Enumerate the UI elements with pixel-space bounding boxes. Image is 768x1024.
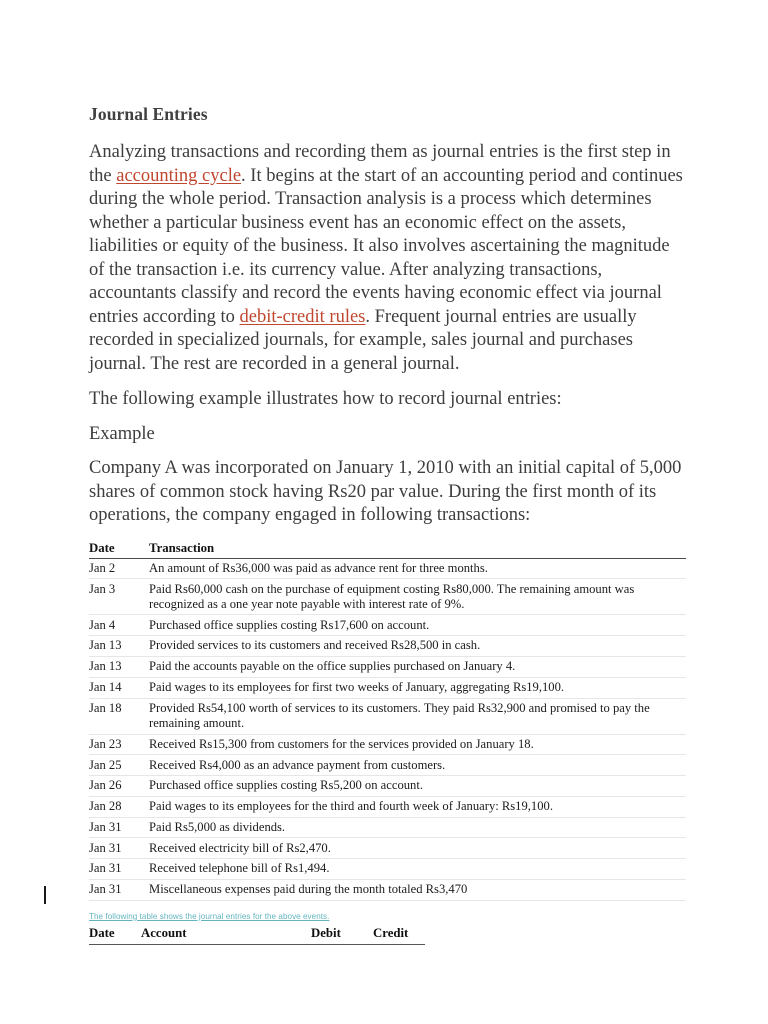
journal-entries-table xyxy=(89,925,425,945)
transaction-date-cell: Jan 14 xyxy=(89,677,149,698)
transactions-header-transaction: Transaction xyxy=(149,540,686,559)
page-title: Journal Entries xyxy=(89,104,208,124)
transaction-date-cell: Jan 28 xyxy=(89,796,149,817)
accounting-cycle-link[interactable]: accounting cycle xyxy=(116,165,242,186)
transactions-table-head xyxy=(89,540,686,559)
transaction-description-cell: Received electricity bill of Rs2,470. xyxy=(149,838,686,859)
table-row xyxy=(89,734,686,755)
transaction-date-cell: Jan 31 xyxy=(89,859,149,880)
journal-entries-header-date: Date xyxy=(89,925,141,945)
transaction-description-cell: Paid wages to its employees for first two weeks of January, aggregating Rs19,100. xyxy=(149,677,686,698)
transaction-description-cell: Received Rs4,000 as an advance payment from customers. xyxy=(149,755,686,776)
table-row xyxy=(89,859,686,880)
table-row xyxy=(89,615,686,636)
transaction-date-cell: Jan 23 xyxy=(89,734,149,755)
transaction-description-cell: Purchased office supplies costing Rs5,200 on account. xyxy=(149,776,686,797)
journal-entries-header-account: Account xyxy=(141,925,311,945)
intro-paragraph xyxy=(89,141,686,376)
transaction-date-cell: Jan 18 xyxy=(89,698,149,734)
table-row xyxy=(89,796,686,817)
journal-entries-header-credit: Credit xyxy=(373,925,425,945)
transaction-description-cell: Provided Rs54,100 worth of services to its customers. They paid Rs32,900 and promised to pay the remaining amount. xyxy=(149,698,686,734)
transaction-date-cell: Jan 31 xyxy=(89,880,149,901)
transaction-date-cell: Jan 26 xyxy=(89,776,149,797)
example-heading: Example xyxy=(89,423,155,444)
transaction-date-cell: Jan 13 xyxy=(89,636,149,657)
transaction-description-cell: Received Rs15,300 from customers for the services provided on January 18. xyxy=(149,734,686,755)
table-row xyxy=(89,657,686,678)
transactions-table xyxy=(89,540,686,901)
transaction-description-cell: Paid Rs5,000 as dividends. xyxy=(149,817,686,838)
transaction-description-cell: Miscellaneous expenses paid during the month totaled Rs3,470 xyxy=(149,880,686,901)
transactions-header-date: Date xyxy=(89,540,149,559)
table-row xyxy=(89,880,686,901)
journal-entries-header-debit: Debit xyxy=(311,925,373,945)
transaction-date-cell: Jan 25 xyxy=(89,755,149,776)
journal-entries-header-row xyxy=(89,925,425,945)
debit-credit-rules-link[interactable]: debit-credit rules xyxy=(239,306,366,327)
table-row xyxy=(89,698,686,734)
transaction-description-cell: Purchased office supplies costing Rs17,600 on account. xyxy=(149,615,686,636)
example-intro-paragraph: Company A was incorporated on January 1, 2010 with an initial capital of 5,000 shares of common stock having Rs20 par value. During the first month of its operations, the company engaged in following transactions: xyxy=(89,458,682,525)
transaction-description-cell: An amount of Rs36,000 was paid as advance rent for three months. xyxy=(149,558,686,579)
table-row xyxy=(89,558,686,579)
intro-text-part-3: . Frequent journal entries are usually recorded in specialized journals, for example, sales journal and purchases journal. The rest are recorded in a general journal. xyxy=(89,306,637,374)
transaction-date-cell: Jan 3 xyxy=(89,579,149,615)
document-content xyxy=(89,104,686,945)
journal-entries-table-head xyxy=(89,925,425,945)
table-row xyxy=(89,776,686,797)
transaction-date-cell: Jan 4 xyxy=(89,615,149,636)
revision-change-bar xyxy=(44,886,46,904)
journal-entries-table-caption-link[interactable]: The following table shows the journal entries for the above events. xyxy=(89,911,330,921)
transaction-description-cell: Paid wages to its employees for the third and fourth week of January: Rs19,100. xyxy=(149,796,686,817)
transaction-date-cell: Jan 13 xyxy=(89,657,149,678)
table-row xyxy=(89,677,686,698)
transaction-description-cell: Paid Rs60,000 cash on the purchase of equipment costing Rs80,000. The remaining amount was recognized as a one year note payable with interest rate of 9%. xyxy=(149,579,686,615)
transactions-header-row xyxy=(89,540,686,559)
intro-text-part-2: . It begins at the start of an accounting period and continues during the whole period. Transaction analysis is a process which determines whether a particular business event has an economic effect on the assets, liabilities or equity of the business. It also involves ascertaining the magnitude of the transaction i.e. its currency value. After analyzing transactions, accountants classify and record the events having economic effect via journal entries according to xyxy=(89,165,683,327)
transaction-date-cell: Jan 2 xyxy=(89,558,149,579)
intro-text-part-1: Analyzing transactions and recording them as journal entries is the first step in the xyxy=(89,142,671,186)
transaction-date-cell: Jan 31 xyxy=(89,817,149,838)
transactions-table-body xyxy=(89,558,686,900)
table-row xyxy=(89,817,686,838)
table-row xyxy=(89,838,686,859)
table-row xyxy=(89,636,686,657)
table-row xyxy=(89,755,686,776)
transaction-description-cell: Paid the accounts payable on the office supplies purchased on January 4. xyxy=(149,657,686,678)
caption-row xyxy=(89,906,686,920)
table-row xyxy=(89,579,686,615)
transaction-date-cell: Jan 31 xyxy=(89,838,149,859)
transaction-description-cell: Provided services to its customers and received Rs28,500 in cash. xyxy=(149,636,686,657)
transaction-description-cell: Received telephone bill of Rs1,494. xyxy=(149,859,686,880)
lead-in-paragraph: The following example illustrates how to record journal entries: xyxy=(89,389,562,409)
